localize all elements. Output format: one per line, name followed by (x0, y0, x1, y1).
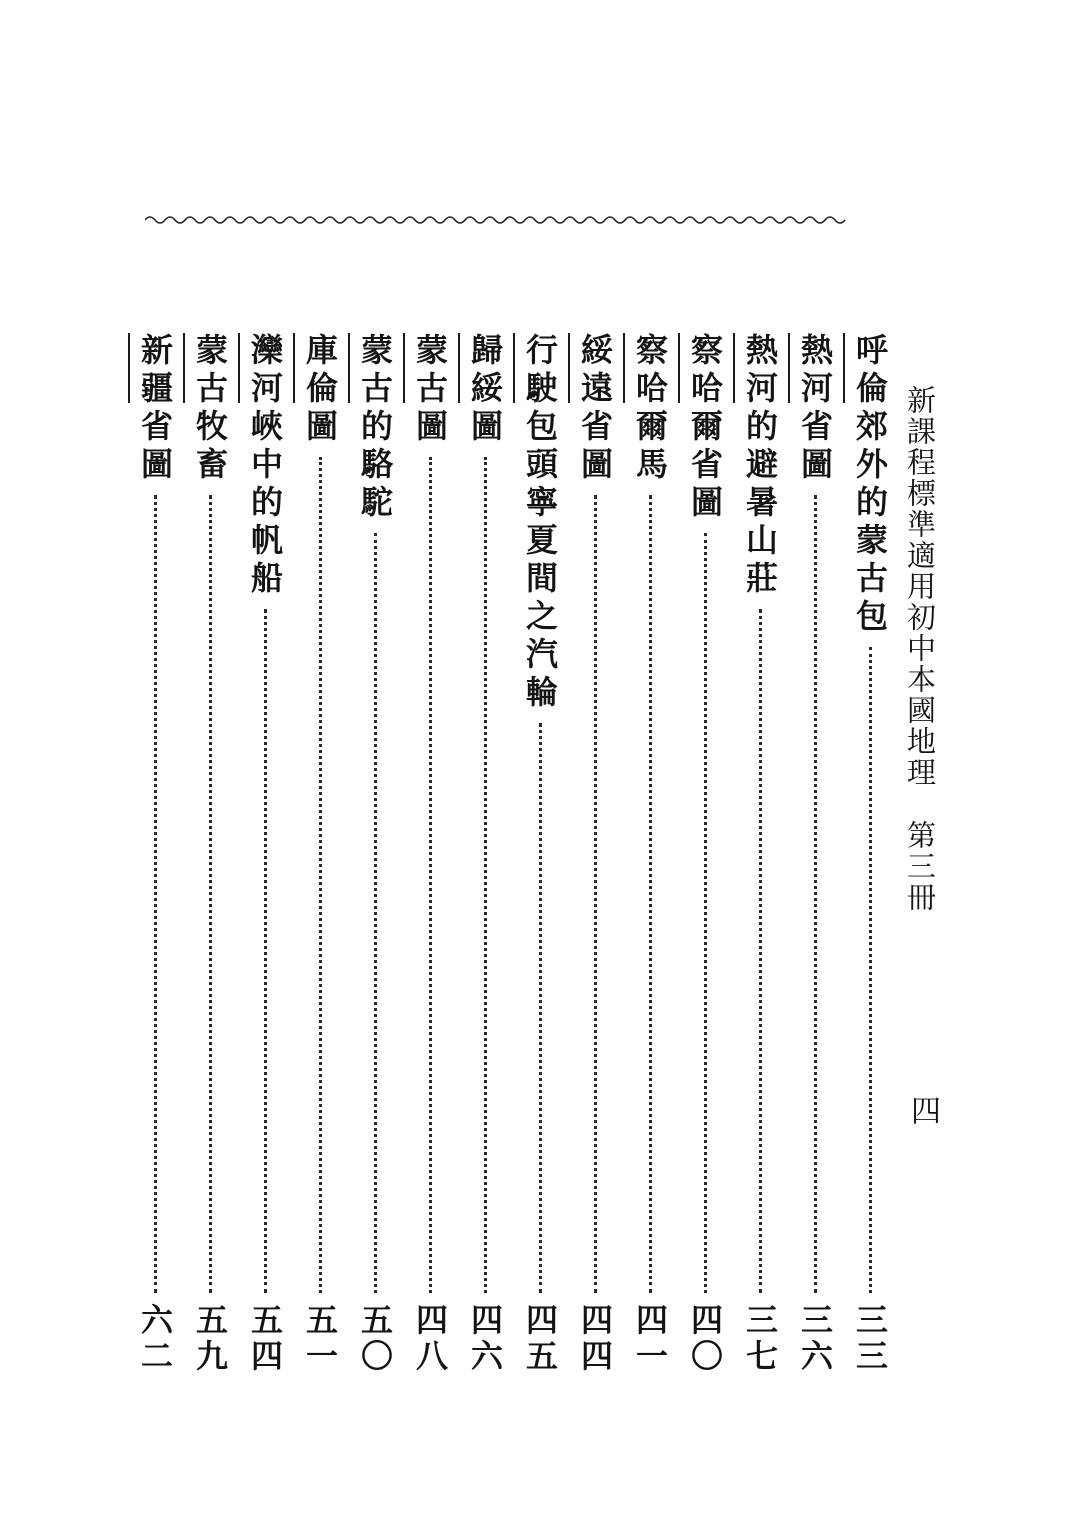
toc-entry (793, 333, 837, 1395)
entry-page-number: 四六 (466, 1303, 504, 1375)
toc-entry (243, 333, 287, 1395)
entry-title: 歸綏圖 (466, 333, 504, 447)
dot-leader (319, 457, 322, 1293)
entry-mark (788, 333, 790, 403)
dot-leader (759, 609, 762, 1293)
entry-title: 呼倫郊外的蒙古包 (851, 333, 889, 637)
dot-leader (264, 609, 267, 1293)
entry-page-number: 五四 (246, 1303, 284, 1375)
entry-page-number: 四一 (631, 1303, 669, 1375)
entry-title: 新疆省圖 (136, 333, 174, 485)
toc-entry (683, 333, 727, 1395)
entry-mark (183, 333, 185, 403)
entry-mark (403, 333, 405, 403)
entry-mark (843, 333, 845, 403)
entry-page-number: 五〇 (356, 1303, 394, 1375)
entry-title: 綏遠省圖 (576, 333, 614, 485)
dot-leader (869, 647, 872, 1293)
entry-mark (458, 333, 460, 403)
dot-leader (374, 533, 377, 1293)
dot-leader (704, 533, 707, 1293)
dot-leader (429, 457, 432, 1293)
entry-mark (623, 333, 625, 403)
toc-entry (353, 333, 397, 1395)
entry-mark (568, 333, 570, 403)
entry-page-number: 三三 (851, 1303, 889, 1375)
entry-title: 灤河峽中的帆船 (246, 333, 284, 599)
entry-page-number: 三七 (741, 1303, 779, 1375)
volume-label: 第三冊 (903, 820, 937, 913)
entry-page-number: 四〇 (686, 1303, 724, 1375)
entry-title: 蒙古牧畜 (191, 333, 229, 485)
entry-mark (348, 333, 350, 403)
entry-page-number: 四五 (521, 1303, 559, 1375)
toc-entry (298, 333, 342, 1395)
page-number: 四 (905, 1095, 940, 1125)
entry-title: 察哈爾馬 (631, 333, 669, 485)
entry-page-number: 六二 (136, 1303, 174, 1375)
dot-leader (814, 495, 817, 1293)
entry-title: 蒙古的駱駝 (356, 333, 394, 523)
entry-title: 行駛包頭寧夏間之汽輪 (521, 333, 559, 713)
toc-entry (408, 333, 452, 1395)
toc-entry (188, 333, 232, 1395)
entry-page-number: 五九 (191, 1303, 229, 1375)
entry-mark (513, 333, 515, 403)
entry-title: 察哈爾省圖 (686, 333, 724, 523)
dot-leader (539, 723, 542, 1293)
entry-title: 蒙古圖 (411, 333, 449, 447)
toc-entry (133, 333, 177, 1395)
entry-title: 庫倫圖 (301, 333, 339, 447)
dot-leader (209, 495, 212, 1293)
entry-page-number: 五一 (301, 1303, 339, 1375)
toc-entry (848, 333, 892, 1395)
toc-entry (573, 333, 617, 1395)
entry-mark (678, 333, 680, 403)
toc-entry (738, 333, 782, 1395)
toc-entry (518, 333, 562, 1395)
entry-page-number: 三六 (796, 1303, 834, 1375)
entry-title: 熱河的避暑山莊 (741, 333, 779, 599)
toc-entry (463, 333, 507, 1395)
entry-mark (238, 333, 240, 403)
entry-mark (293, 333, 295, 403)
entry-mark (733, 333, 735, 403)
dot-leader (484, 457, 487, 1293)
entry-page-number: 四八 (411, 1303, 449, 1375)
entry-page-number: 四四 (576, 1303, 614, 1375)
toc-entry (628, 333, 672, 1395)
dot-leader (594, 495, 597, 1293)
entry-mark (128, 333, 130, 403)
book-title: 新課程標準適用初中本國地理 (903, 385, 937, 788)
dot-leader (154, 495, 157, 1293)
dot-leader (649, 495, 652, 1293)
entry-title: 熱河省圖 (796, 333, 834, 485)
